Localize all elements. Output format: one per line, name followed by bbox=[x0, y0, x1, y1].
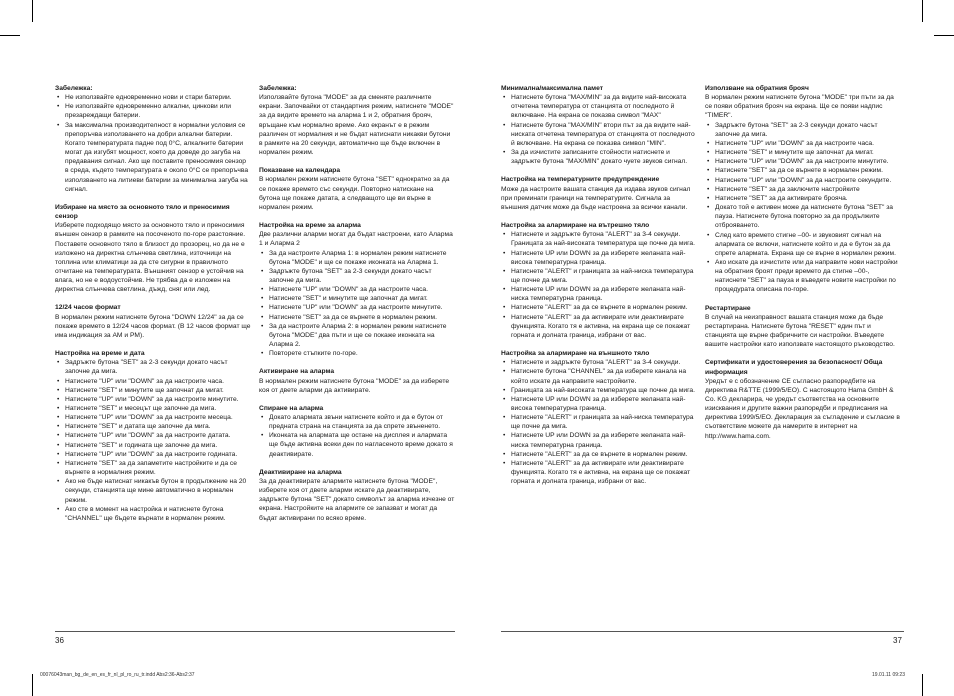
list-item: • Натиснете "UP" или "DOWN" за да настроите месеца. bbox=[55, 413, 251, 422]
list-item: • Натиснете "UP" или "DOWN" за да настроите часа. bbox=[705, 139, 901, 148]
crop-mark bbox=[32, 0, 33, 22]
list-item: • Натиснете "SET" и минутите ще започнат да мигат. bbox=[55, 386, 251, 395]
list-item: • Натиснете UP или DOWN за да изберете желаната най-висока температурна граница. bbox=[501, 249, 697, 267]
column-2 bbox=[259, 84, 455, 523]
list-item: • Натиснете "ALERT" и границата за най-ниска температура ще почне да мига. bbox=[501, 267, 697, 285]
paragraph-timer: В нормален режим натиснете бутона "MODE" три пъти за да се появи обратния брояч на екрана. Ще се появи надпис "TIMER". bbox=[705, 94, 894, 120]
list-item: • Задръжте бутона "SET" за 2-3 секунди докато часът започне да мига. bbox=[705, 121, 901, 139]
column-4 bbox=[705, 84, 901, 441]
list-item: • Натиснете "UP" или "DOWN" за да настроите минутите. bbox=[55, 395, 251, 404]
list-item: • Не използвайте едновременно алкални, цинкови или презареждащи батерии. bbox=[55, 102, 251, 120]
crop-mark bbox=[32, 674, 33, 696]
heading-alarm-stop: Спиране на аларма bbox=[259, 404, 324, 412]
list-item: • Не използвайте едновременно нови и стари батерии. bbox=[55, 93, 251, 102]
list-item: • Натиснете "UP" или "DOWN" за да настроите датата. bbox=[55, 431, 251, 440]
list-item: • За да настроите Аларма 2: в нормален режим натиснете бутона "MODE" два пъти и ще се покаже иконката на Аларма 2. bbox=[259, 322, 455, 349]
list-item: • Ако сте в момент на настройка и натиснете бутона "CHANNEL" ще бъдете върнати в нормален режим. bbox=[55, 505, 251, 523]
list-item: • Натиснете UP или DOWN за да изберете желаната най-ниска температурна граница. bbox=[501, 431, 697, 449]
list-item: • Ако не бъде натиснат никакъв бутон в продължение на 20 секунди, станцията ще мине автоматично в нормален режим. bbox=[55, 477, 251, 504]
list-item: • Натиснете "ALERT" за да активирате или деактивирате функцията. Когато тя е активна, на екрана ще се покажат горната и долната граница, избрани от вас. bbox=[501, 459, 697, 486]
list-item: • Натиснете "SET" и датата ще започне да мига. bbox=[55, 422, 251, 431]
heading-timer: Използване на обратния брояч bbox=[705, 85, 809, 92]
list-item: • За да изчистите записаните стойности натиснете и задръжте бутона "MAX/MIN" докато чуете звуков сигнал. bbox=[501, 148, 697, 166]
alarm-stop-list bbox=[259, 413, 455, 459]
list-item: • Натиснете "SET" и минутите ще започнат да мигат. bbox=[259, 294, 455, 303]
note-list bbox=[55, 93, 251, 194]
heading-certificates: Сертификати и удостоверения за безопасност/ Обща информация bbox=[705, 359, 883, 376]
list-item: • Докато той е активен може да натиснете бутона "SET" за пауза. Натиснете бутона повторно за да продължите отброяването. bbox=[705, 203, 901, 230]
list-item: • Натиснете "SET" и месецът ще започне да мига. bbox=[55, 404, 251, 413]
list-item: • Натиснете и задръжте бутона "ALERT" за 3-4 секунди. bbox=[501, 358, 697, 367]
crop-mark bbox=[0, 35, 20, 36]
list-item: • Задръжте бутона "SET" за 2-3 секунди докато часът започне да мига. bbox=[55, 358, 251, 376]
list-item: • Натиснете "ALERT" за да се върнете в нормален режим. bbox=[501, 303, 697, 312]
time-settings-list bbox=[55, 358, 251, 523]
list-item: • Границата за най-високата температура ще почне да мига. bbox=[501, 386, 697, 395]
list-item: • Натиснете бутона "MAX/MIN" за да видите най-високата отчетена температура от станцията от последното й включване. На екрана се показва символ "MAX" bbox=[501, 93, 697, 120]
paragraph-time-format: В нормален режим натиснете бутона "DOWN 12/24" за да се покаже времето в 12/24 часов формат. (В 12 часов формат ще има индикация за AM и PM). bbox=[55, 313, 251, 339]
heading-minmax: Минимална/максимална памет bbox=[501, 85, 603, 92]
paragraph-placement: Изберете подходящо място за основното тяло и преносимия външен сензор в рамките на посоченото по-горе разстояние. Поставете основното тяло в близост до прозорец, но да не е изложено на директна слънчева светлина, източници на топлина или климатици за да сте сигурни в правилното отчитане на температурата. Външният сензор е устойчив на влага, но не е водоустойчив. Не трябва да е изложен на директна слънчева светлина, дъжд, сняг или лед. bbox=[55, 222, 246, 294]
list-item: • Натиснете "ALERT" за да се върнете в нормален режим. bbox=[501, 450, 697, 459]
list-item: • Натиснете и задръжте бутона "ALERT" за 3-4 секунди. Границата за най-високата температура ще почне да мига. bbox=[501, 230, 697, 248]
list-item: • Ако искате да изчистите или да направите нови настройки на обратния броят преди времето да стигне –00-, натиснете "SET" за пауза и въведете новите настройки по процедурата описана по-горе. bbox=[705, 258, 901, 295]
list-item: • Натиснете "ALERT" и границата за най-ниска температура ще почне да мига. bbox=[501, 413, 697, 431]
paragraph-alarm-activate: В нормален режим натиснете бутона "MODE" за да изберете коя от двете аларми да активирате. bbox=[259, 377, 450, 394]
list-item: • Натиснете "UP" или "DOWN" за да настроите минутите. bbox=[705, 157, 901, 166]
list-item: • Натиснете бутона "MAX/MIN" втори път за да видите най-ниската отчетена температура от станцията от последното й включване. На екрана се показва символ "MIN". bbox=[501, 121, 697, 148]
page-rule-left bbox=[55, 631, 455, 632]
paragraph-certificates: Уредът е с обозначение CE съгласно разпоредбите на директива R&TTE (1999/5/EO). С настоящото Hama GmbH & Co. KG декларира, че уредът съответства на основните изисквания и другите важни разпоредби и предписания на директива 1999/5/EO. Декларация за съгладение и съгласие в съответствие можете да намерите в интернет на http://www.hama.com. bbox=[705, 377, 900, 440]
list-item: • Натиснете "SET" за да активирате брояча. bbox=[705, 194, 901, 203]
heading-note: Забележка: bbox=[55, 85, 93, 92]
list-item: • Натиснете "UP" или "DOWN" за да настроите секундите. bbox=[705, 176, 901, 185]
list-item: • Натиснете "UP" или "DOWN" за да настроите годината. bbox=[55, 450, 251, 459]
paragraph-alarm-set: Две различни аларми могат да бъдат настроени, като Аларма 1 и Аларма 2 bbox=[259, 231, 453, 248]
footer-date: 19.01.11 09:23 bbox=[872, 672, 905, 678]
list-item: • Натиснете "ALERT" за да активирате или деактивирате функцията. Когато тя е активна, на екрана ще се покажат горната и долната граница, избрани от вас. bbox=[501, 313, 697, 340]
list-item: • Натиснете бутона "CHANNEL" за да изберете канала на който искате да направите настройките. bbox=[501, 367, 697, 385]
crop-mark bbox=[934, 35, 954, 36]
list-item: • Натиснете "SET" за да заключите настройките bbox=[705, 185, 901, 194]
list-item: • Натиснете "SET" и минутите ще започнат да мигат. bbox=[705, 148, 901, 157]
paragraph-note: Използвайте бутона "MODE" за да сменяте различните екрани. Започвайки от стандартния режим, натиснете "MODE" за да видите времето на аларма 1 и 2, обратния брояч, връщане към нормално време. Ако екранът е в режим различен от нормалния и не бъдат натиснати никакви бутони в рамките на 20 секунди, автоматично ще бъде включен в нормален режим. bbox=[259, 94, 454, 157]
list-item: • Натиснете "UP" или "DOWN" за да настроите минутите. bbox=[259, 303, 455, 312]
list-item: • Натиснете UP или DOWN за да изберете желаната най-ниска температурна граница. bbox=[501, 285, 697, 303]
column-3 bbox=[501, 84, 697, 486]
list-item: • Натиснете "SET" за да се върнете в нормален режим. bbox=[259, 313, 455, 322]
outdoor-alert-list bbox=[501, 358, 697, 486]
heading-alarm-activate: Активиране на аларма bbox=[259, 368, 335, 376]
paragraph-temp-warning: Може да настроите вашата станция да издава звуков сигнал при преминати граници на температурите. Сигнала за външния датчик може да бъде настроена за всички канали. bbox=[501, 185, 691, 211]
page-number-left: 36 bbox=[55, 636, 64, 645]
indoor-alert-list bbox=[501, 230, 697, 340]
minmax-list bbox=[501, 93, 697, 166]
page-rule-right bbox=[501, 631, 904, 632]
list-item: • Натиснете "UP" или "DOWN" за да настроите часа. bbox=[55, 377, 251, 386]
list-item: • Натиснете "UP" или "DOWN" за да настроите часа. bbox=[259, 285, 455, 294]
list-item: • Иконката на алармата ще остане на дисплея и алармата ще бъде активна всеки ден по нагласеното време докато я деактивирате. bbox=[259, 431, 455, 458]
list-item: • За максимална производителност в нормални условия се препоръчва използването на добри алкални батерии. Когато температурата падне под 0°C, алкалните батерии могат да изгубят мощност, което да доведе до загуба на предавания сигнал. Ако ще поставите преносимия сензор в среда, където температурата е около 0°C се препоръчва използването на литиеви батерии за минимална загуба на сигнал. bbox=[55, 121, 251, 194]
heading-indoor-alert: Настройка за алармиране на вътрешно тяло bbox=[501, 222, 650, 230]
heading-outdoor-alert: Настройка за алармиране на външното тяло bbox=[501, 350, 650, 358]
list-item: • Натиснете "SET" и годината ще започне да мига. bbox=[55, 441, 251, 450]
list-item: • Натиснете "SET" за да се върнете в нормален режим. bbox=[705, 166, 901, 175]
timer-list bbox=[705, 121, 901, 295]
column-1 bbox=[55, 84, 251, 523]
paragraph-calendar: В нормален режим натиснете бутона "SET" еднократно за да се покаже времето със секунди. Повторно натискане на бутона ще покаже датата, а следващото ще ви върне в нормален режим. bbox=[259, 176, 450, 211]
heading-alarm-set: Настройка на време за аларма bbox=[259, 222, 361, 230]
paragraph-alarm-deactivate: За да деактивирате алармите натиснете бутона "MODE", изберете коя от двете аларми искате да деактивирате, задръжте бутона "SET" докато символът за аларма изчезне от екрана. Настройките на алармите се запазват и могат да бъдат активирани по всяко време. bbox=[259, 477, 455, 522]
heading-calendar: Показване на календара bbox=[259, 167, 341, 175]
crop-mark bbox=[922, 0, 923, 22]
list-item: • Натиснете "SET" за да запаметите настройките и да се върнете в нормалния режим. bbox=[55, 459, 251, 477]
alarm-settings-list bbox=[259, 249, 455, 359]
list-item: • Докато алармата звъни натиснете който и да е бутон от предната страна на станцията за да спрете звъненето. bbox=[259, 413, 455, 431]
heading-time-date: Настройка на време и дата bbox=[55, 350, 145, 358]
list-item: • Натиснете UP или DOWN за да изберете желаната най-висока температурна граница. bbox=[501, 395, 697, 413]
heading-time-format: 12/24 часов формат bbox=[55, 304, 121, 312]
list-item: • След като времето стигне –00- и звуковият сигнал на алармата се включи, натиснете който и да е бутон за да спрете алармата. Екрана ще се върне в нормален режим. bbox=[705, 231, 901, 258]
paragraph-reset: В случай на неизправност вашата станция може да бъде рестартирана. Натиснете бутона "RESET" един път и станцията ще върне фабричните си настройки. Въведете вашите настройки като използвате настоящото ръководство. bbox=[705, 313, 895, 349]
heading-temp-warning: Настройка на температурните предупреждение bbox=[501, 176, 660, 184]
list-item: • Повторете стъпките по-горе. bbox=[259, 349, 455, 358]
heading-note: Забележка: bbox=[259, 85, 297, 92]
heading-placement: Избиране на място за основното тяло и преносимия сензор bbox=[55, 203, 230, 221]
list-item: • Задръжте бутона "SET" за 2-3 секунди докато часът започне да мига. bbox=[259, 267, 455, 285]
page-number-right: 37 bbox=[893, 636, 902, 645]
list-item: • За да настроите Аларма 1: в нормален режим натиснете бутона "MODE" и ще се покаже иконката на Аларма 1. bbox=[259, 249, 455, 267]
crop-mark bbox=[922, 674, 923, 696]
heading-reset: Рестартиране bbox=[705, 304, 751, 312]
footer-filename: 00076043man_bg_de_en_es_fr_nl_pl_ro_ru_tr.indd Abs2:36-Abs2:37 bbox=[40, 672, 195, 678]
heading-alarm-deactivate: Деактивиране на аларма bbox=[259, 468, 342, 476]
